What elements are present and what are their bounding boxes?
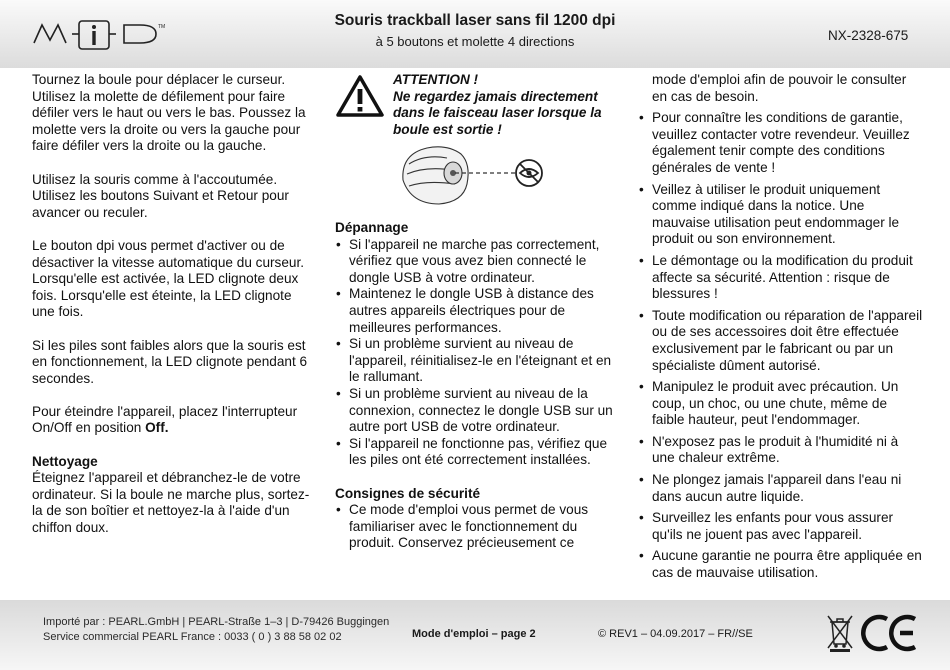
consignes-list-continued xyxy=(638,110,923,581)
attention-title: ATTENTION ! xyxy=(393,72,479,87)
power-off-text: Pour éteindre l'appareil, placez l'interrupteur On/Off en position xyxy=(32,403,298,436)
paragraph-power-off xyxy=(32,404,317,437)
consignes-list xyxy=(335,502,615,552)
footer-page-label: Mode d'emploi – page 2 xyxy=(412,628,536,640)
depannage-list xyxy=(335,237,615,469)
paragraph-battery: Si les piles sont faibles alors que la souris est en fonctionnement, la LED clignote pendant 6 secondes. xyxy=(32,337,308,386)
consignes-continuation: mode d'emploi afin de pouvoir le consulter en cas de besoin. xyxy=(652,72,907,104)
page-subtitle: à 5 boutons et molette 4 directions xyxy=(375,34,575,49)
list-item: • Ce mode d'emploi vous permet de vous familiariser avec le fonctionnement du produit. Conservez précieusement ce xyxy=(335,502,615,552)
paragraph-buttons: Utilisez la souris comme à l'accoutumée. Utilisez les boutons Suivant et Retour pour avancer ou reculer. xyxy=(32,171,289,220)
footer-service: Service commercial PEARL France : 0033 ( 0 ) 3 88 58 02 02 xyxy=(43,630,342,643)
list-item: • N'exposez pas le produit à l'humidité ni à une chaleur extrême. xyxy=(638,434,923,467)
page-title: Souris trackball laser sans fil 1200 dpi xyxy=(334,12,616,29)
list-item: • Si l'appareil ne marche pas correctement, vérifiez que vous avez bien connecté le dongle USB à votre ordinateur. xyxy=(335,237,615,287)
power-off-bold: Off. xyxy=(145,420,169,436)
heading-consignes: Consignes de sécurité xyxy=(335,485,481,501)
mouse-laser-illustration xyxy=(395,140,555,210)
ce-mark-icon xyxy=(860,613,920,653)
heading-nettoyage: Nettoyage xyxy=(32,453,98,469)
list-item: • Ne plongez jamais l'appareil dans l'eau ni dans aucun autre liquide. xyxy=(638,472,923,505)
list-item: • Surveillez les enfants pour vous assurer qu'ils ne jouent pas avec l'appareil. xyxy=(638,510,923,543)
attention-text xyxy=(393,72,618,138)
column-3 xyxy=(638,72,923,587)
attention-block xyxy=(335,72,615,220)
page-footer xyxy=(0,600,950,670)
list-item: • Le démontage ou la modification du produit affecte sa sécurité. Attention : risque de blessures ! xyxy=(638,253,923,303)
paragraph-nettoyage: Éteignez l'appareil et débranchez-le de votre ordinateur. Si la boule ne marche plus, sortez-la de son boîtier et nettoyez-la à l'aide d'un chiffon doux. xyxy=(32,470,310,536)
attention-message: Ne regardez jamais directement dans le faisceau laser lorsque la boule est sortie ! xyxy=(393,88,602,137)
footer-contact xyxy=(43,615,389,644)
list-item: • Si un problème survient au niveau de la connexion, connectez le dongle USB sur un autre port USB de votre ordinateur. xyxy=(335,386,615,436)
list-item: • Veillez à utiliser le produit uniquement comme indiqué dans la notice. Une mauvaise utilisation peut endommager le produit ou son environnement. xyxy=(638,182,923,248)
title-block xyxy=(300,12,650,49)
list-item: • Si l'appareil ne fonctionne pas, vérifiez que les piles ont été correctement installées. xyxy=(335,436,615,469)
column-2 xyxy=(335,72,615,552)
list-item: • Pour connaître les conditions de garantie, veuillez contacter votre revendeur. Veuillez également tenir compte des conditions générales de vente ! xyxy=(638,110,923,176)
paragraph-dpi: Le bouton dpi vous permet d'activer ou de désactiver la vitesse automatique du curseur. Lorsqu'elle est activée, la LED clignote deux fois. Lorsqu'elle est éteinte, la LED clignote une fois. xyxy=(32,237,305,320)
mid-logo xyxy=(32,18,172,52)
column-1 xyxy=(32,72,317,537)
model-number: NX-2328-675 xyxy=(828,28,909,43)
list-item: • Si un problème survient au niveau de l'appareil, réinitialisez-le en l'éteignant et en le rallumant. xyxy=(335,336,615,386)
paragraph-usage: Tournez la boule pour déplacer le curseur. Utilisez la molette de défilement pour faire défiler vers le haut ou vers le bas. Poussez la molette vers la droite ou vers la gauche pour faire défiler vers la droite ou la gauche. xyxy=(32,72,306,154)
footer-revision: © REV1 – 04.09.2017 – FR//SE xyxy=(598,628,753,640)
svg-text:TM: TM xyxy=(158,24,166,30)
list-item: • Maintenez le dongle USB à distance des autres appareils électriques pour de meilleures performances. xyxy=(335,286,615,336)
footer-importer: Importé par : PEARL.GmbH | PEARL-Straße 1–3 | D-79426 Buggingen xyxy=(43,616,390,628)
list-item: • Toute modification ou réparation de l'appareil ou de ses accessoires doit être effectuée exclusivement par le fabricant ou par un spécialiste dûment autorisé. xyxy=(638,308,923,374)
warning-triangle-icon xyxy=(335,74,385,118)
heading-depannage: Dépannage xyxy=(335,220,409,235)
weee-bin-icon xyxy=(826,613,854,653)
page-header xyxy=(0,0,950,68)
list-item: • Manipulez le produit avec précaution. Un coup, un choc, ou une chute, même de faible hauteur, peut l'endommager. xyxy=(638,379,923,429)
list-item: • Aucune garantie ne pourra être appliquée en cas de mauvaise utilisation. xyxy=(638,548,923,581)
